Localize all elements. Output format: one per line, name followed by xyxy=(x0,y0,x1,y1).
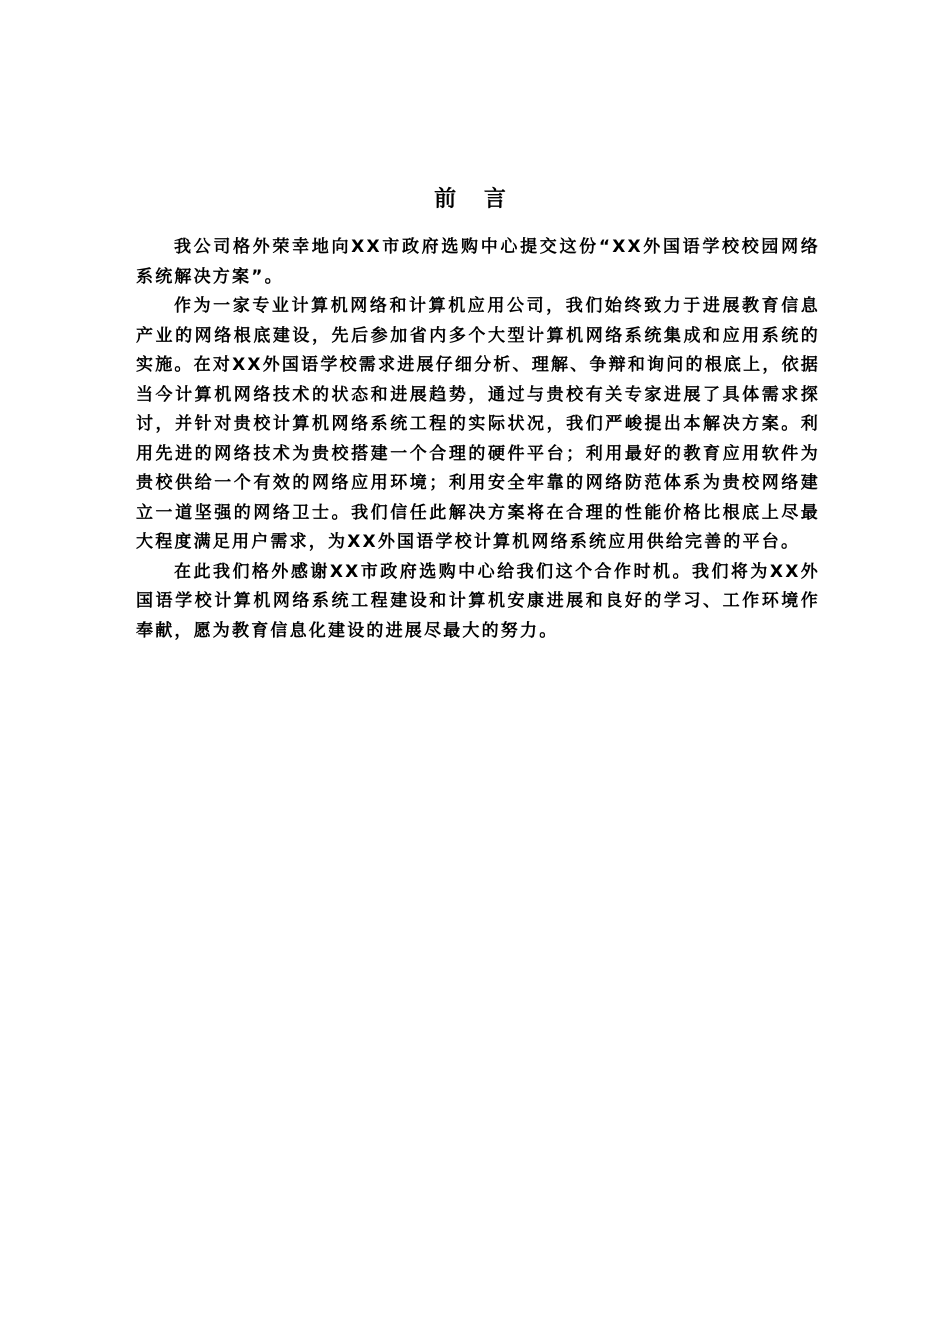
paragraph-thanks: 在此我们格外感谢XX市政府选购中心给我们这个合作时机。我们将为XX外国语学校计算机网络系统工程建设和计算机安康进展和良好的学习、工作环境作奉献，愿为教育信息化建设的进展尽最大的努力。 xyxy=(136,561,820,641)
page-title: 前 言 xyxy=(434,187,516,212)
paragraph-intro: 我公司格外荣幸地向XX市政府选购中心提交这份“XX外国语学校校园网络系统解决方案”。 xyxy=(136,237,820,287)
document-body xyxy=(136,233,820,646)
paragraph-company-profile: 作为一家专业计算机网络和计算机应用公司，我们始终致力于进展教育信息产业的网络根底建设，先后参加省内多个大型计算机网络系统集成和应用系统的实施。在对XX外国语学校需求进展仔细分析、理解、争辩和询问的根底上，依据当今计算机网络技术的状态和进展趋势，通过与贵校有关专家进展了具体需求探讨，并针对贵校计算机网络系统工程的实际状况，我们严峻提出本解决方案。利用先进的网络技术为贵校搭建一个合理的硬件平台；利用最好的教育应用软件为贵校供给一个有效的网络应用环境；利用安全牢靠的网络防范体系为贵校网络建立一道坚强的网络卫士。我们信任此解决方案将在合理的性能价格比根底上尽最大程度满足用户需求，为XX外国语学校计算机网络系统应用供给完善的平台。 xyxy=(136,296,820,552)
